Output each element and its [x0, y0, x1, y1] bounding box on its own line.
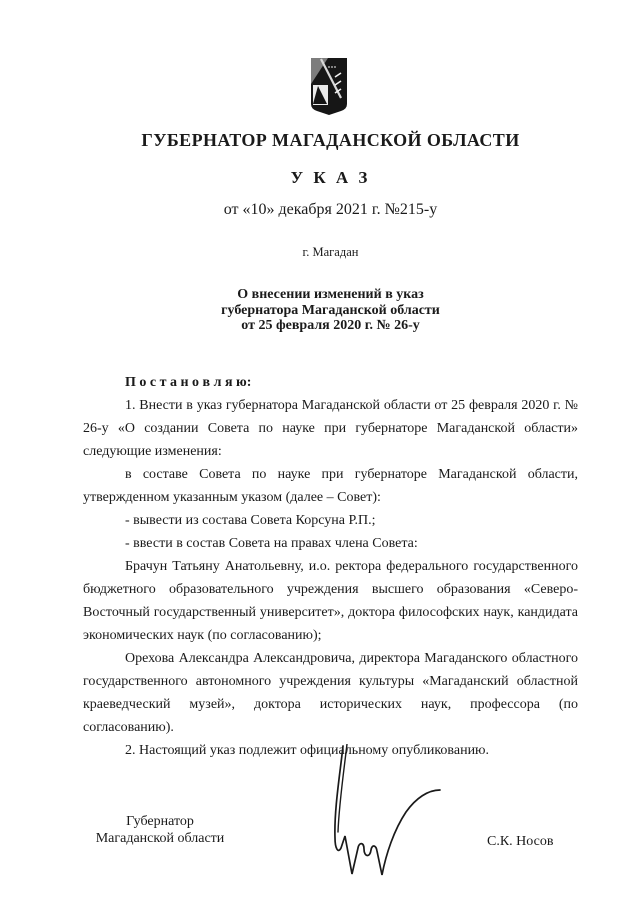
document-title-line-3: от 25 февраля 2020 г. № 26-у: [241, 318, 420, 333]
paragraph-7: 2. Настоящий указ подлежит официальному опубликованию.: [125, 743, 490, 758]
signatory-title-line-2: Магаданской области: [95, 830, 225, 846]
paragraph-3: - вывести из состава Совета Корсуна Р.П.;: [125, 513, 376, 528]
coat-of-arms-icon: [310, 58, 348, 115]
signatory-name: С.К. Носов: [487, 834, 554, 849]
paragraph-2: в составе Совета по науке при губернаторе Магаданской области, утвержденном указанным указом (далее – Совет):: [83, 467, 578, 505]
document-place: г. Магадан: [302, 245, 359, 259]
document-title: [83, 287, 578, 334]
document-type-title: У К А З: [290, 168, 371, 187]
paragraph-4: - ввести в состав Совета на правах члена Совета:: [125, 536, 418, 551]
authority-name: ГУБЕРНАТОР МАГАДАНСКОЙ ОБЛАСТИ: [141, 130, 520, 150]
document-date-number: от «10» декабря 2021 г. №215-у: [223, 201, 438, 218]
document-title-line-2: губернатора Магаданской области: [221, 302, 440, 318]
paragraph-1: 1. Внести в указ губернатора Магаданской области от 25 февраля 2020 г. № 26-у «О создании Совета по науке при губернаторе Магаданской области» следующие изменения:: [83, 398, 578, 459]
signature-icon: [330, 744, 448, 882]
paragraph-6: Орехова Александра Александровича, директора Магаданского областного государственного автономного учреждения культуры «Магаданский областной краеведческий музей», доктора исторических наук, профессора (по согласованию).: [83, 651, 578, 735]
paragraph-5: Брачун Татьяну Анатольевну, и.о. ректора федерального государственного бюджетного образовательного учреждения высшего образования «Северо-Восточный государственный университет», доктора философских наук, кандидата экономических наук (по согласованию);: [83, 559, 578, 643]
document-title-line-1: О внесении изменений в указ: [237, 287, 424, 302]
signatory-title: [88, 814, 232, 847]
signatory-title-line-1: Губернатор: [126, 814, 194, 829]
document-body: [83, 371, 578, 762]
resolution-word: П о с т а н о в л я ю:: [125, 375, 252, 390]
